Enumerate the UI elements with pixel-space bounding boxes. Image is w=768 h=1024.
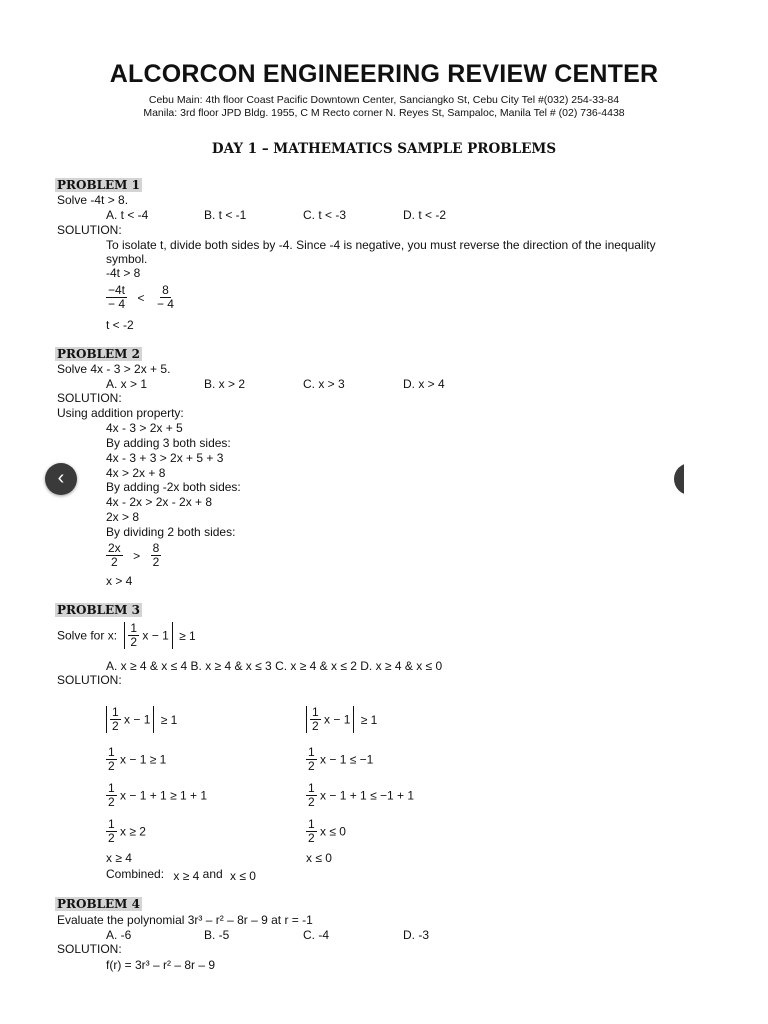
- inequality-right: ≥ 1: [179, 628, 196, 643]
- absolute-value: $\frac{1}{2}$ x − 1: [124, 622, 172, 649]
- inequality-sign: <: [137, 290, 145, 305]
- step-line: 4x - 3 > 2x + 5: [106, 421, 183, 435]
- manila-address: Manila: 3rd floor JPD Bldg. 1955, C M Recto corner N. Reyes St, Sampaloc, Manila Tel # (02) 736-4438: [143, 107, 625, 119]
- problem-4-question: Evaluate the polynomial 3r³ – r² – 8r – 9 at r = -1: [57, 913, 313, 927]
- choice-c: C. x > 3: [303, 377, 345, 391]
- fraction-equation: [106, 284, 176, 311]
- step-line: -4t > 8: [106, 266, 141, 280]
- problem-3-choices: A. x ≥ 4 & x ≤ 4 B. x ≥ 4 & x ≤ 3 C. x ≥ 4 & x ≤ 2 D. x ≥ 4 & x ≤ 0: [106, 659, 443, 673]
- chevron-left-icon: ‹: [57, 467, 65, 489]
- fraction: $\frac{8}{2}$: [152, 541, 160, 569]
- method-line: Using addition property:: [57, 406, 184, 420]
- work-line: $\frac{1}{2}$ x − 1 + 1 ≤ −1 + 1: [308, 781, 415, 809]
- next-page-button[interactable]: [674, 463, 684, 495]
- work-line: $\frac{1}{2}$ x ≥ 2: [108, 817, 146, 845]
- step-line: 4x - 2x > 2x - 2x + 8: [106, 495, 213, 509]
- day-title: DAY 1 – MATHEMATICS SAMPLE PROBLEMS: [211, 141, 557, 157]
- explanation-line: To isolate t, divide both sides by -4. Since -4 is negative, you must reverse the direction of the inequality: [106, 238, 656, 252]
- inequality-sign: >: [133, 548, 141, 563]
- step-line: 4x - 3 + 3 > 2x + 5 + 3: [106, 451, 224, 465]
- work-line: x ≥ 4: [106, 851, 132, 865]
- center-title: ALCORCON ENGINEERING REVIEW CENTER: [109, 60, 659, 88]
- choice-c: C. t < -3: [303, 208, 347, 222]
- question-prefix: Solve for x:: [57, 628, 118, 643]
- step-line: By adding -2x both sides:: [106, 480, 241, 494]
- work-line: $\frac{1}{2}$ x − 1 + 1 ≥ 1 + 1: [108, 781, 208, 809]
- problem-3-question: [57, 622, 196, 649]
- problem-3-heading: PROBLEM 3: [57, 603, 140, 617]
- fraction: $\frac{2x}{2}$: [108, 541, 121, 569]
- work-line: $\frac{1}{2}$ x − 1 ≥ 1: [306, 706, 377, 733]
- work-line: $\frac{1}{2}$ x ≤ 0: [308, 817, 346, 845]
- step-line: By dividing 2 both sides:: [106, 525, 236, 539]
- explanation-line: symbol.: [106, 252, 148, 266]
- choice-a: A. t < -4: [106, 208, 149, 222]
- solution-label: SOLUTION:: [57, 223, 122, 237]
- problem-1-heading: PROBLEM 1: [57, 178, 140, 192]
- choice-c: C. -4: [303, 928, 330, 942]
- absolute-value: $\frac{1}{2}$ x − 1: [306, 706, 354, 733]
- absolute-value: $\frac{1}{2}$ x − 1: [106, 706, 154, 733]
- chevron-right-icon: [674, 463, 684, 495]
- fraction: $\frac{-4t}{- 4}$: [108, 283, 126, 311]
- choice-d: D. -3: [403, 928, 430, 942]
- choice-b: B. x > 2: [204, 377, 246, 391]
- choice-b: B. t < -1: [204, 208, 247, 222]
- cebu-address: Cebu Main: 4th floor Coast Pacific Downtown Center, Sanciangko St, Cebu City Tel #(032) 254-33-84: [148, 94, 620, 106]
- step-line: 2x > 8: [106, 510, 140, 524]
- work-line: $\frac{1}{2}$ x − 1 ≤ −1: [308, 745, 374, 773]
- choice-a: A. -6: [106, 928, 132, 942]
- choice-d: D. x > 4: [403, 377, 445, 391]
- step-line: By adding 3 both sides:: [106, 436, 231, 450]
- solution-label: SOLUTION:: [57, 942, 122, 956]
- function-line: f(r) = 3r³ – r² – 8r – 9: [106, 958, 216, 972]
- problem-2-question: Solve 4x - 3 > 2x + 5.: [57, 362, 171, 376]
- work-line: x ≤ 0: [306, 851, 332, 865]
- work-line: $\frac{1}{2}$ x − 1 ≥ 1: [106, 706, 177, 733]
- solution-label: SOLUTION:: [57, 673, 122, 687]
- solution-label: SOLUTION:: [57, 391, 122, 405]
- answer-line: x > 4: [106, 574, 133, 588]
- fraction-equation: [106, 542, 161, 569]
- choice-d: D. t < -2: [403, 208, 447, 222]
- problem-4-heading: PROBLEM 4: [57, 897, 140, 911]
- step-line: 4x > 2x + 8: [106, 466, 166, 480]
- answer-line: t < -2: [106, 318, 134, 332]
- problem-1-question: Solve -4t > 8.: [57, 193, 129, 207]
- problem-2-heading: PROBLEM 2: [57, 347, 140, 361]
- choice-b: B. -5: [204, 928, 230, 942]
- previous-page-button[interactable]: [45, 463, 77, 495]
- combined-line: Combined: x ≥ 4 and x ≤ 0: [106, 867, 256, 883]
- fraction: $\frac{8}{- 4}$: [156, 283, 174, 311]
- work-line: $\frac{1}{2}$ x − 1 ≥ 1: [108, 745, 167, 773]
- choice-a: A. x > 1: [106, 377, 148, 391]
